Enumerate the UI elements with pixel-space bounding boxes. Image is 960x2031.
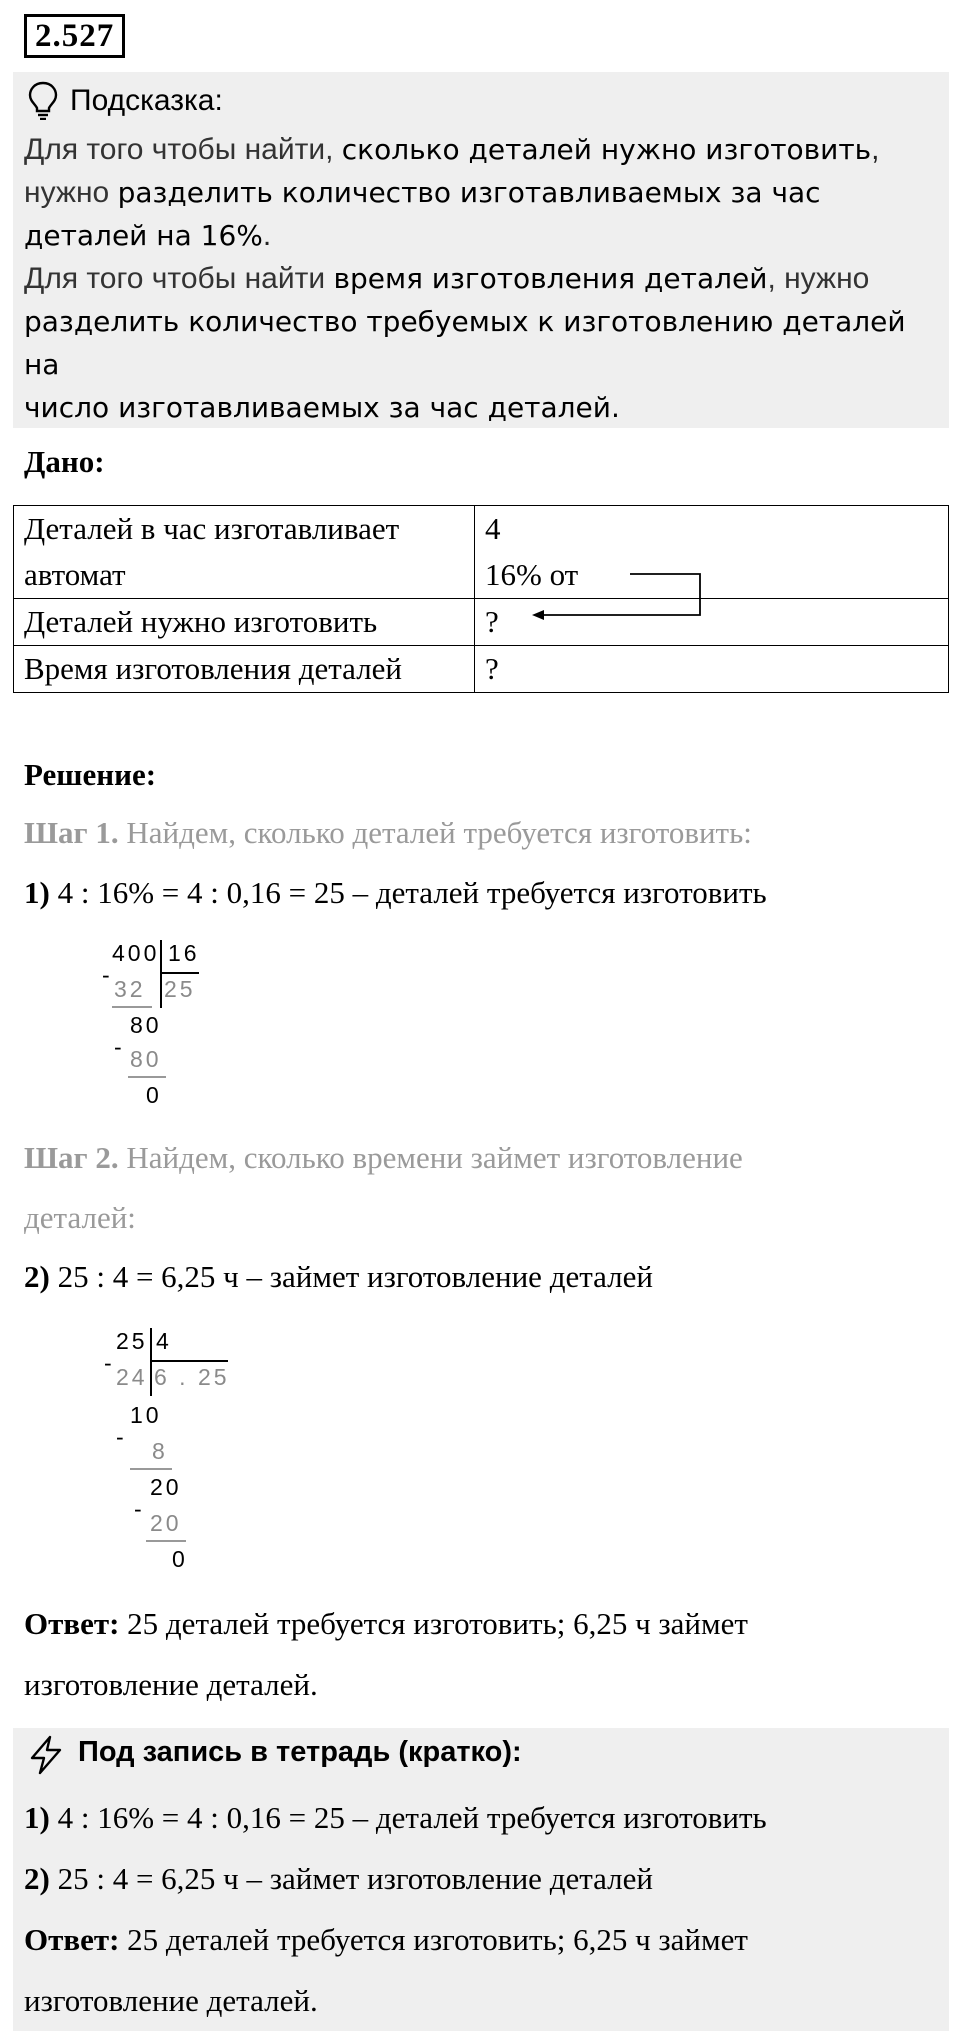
lightbulb-icon [26, 80, 60, 120]
hint-p1-a: Для того чтобы найти, [24, 133, 342, 166]
division-vertical-line [160, 940, 162, 1008]
step-1-text: Найдем, сколько деталей требуется изготовить: [118, 815, 752, 850]
division-remainder: 0 [172, 1546, 188, 1572]
division-dividend: 25 [116, 1328, 148, 1354]
given-cell-name: Деталей нужно изготовить [14, 599, 475, 646]
step-1 [24, 815, 752, 851]
given-value-line: 16% от [485, 557, 579, 592]
given-name-line: Деталей в час изготавливает [24, 511, 400, 546]
calc-1-text: 4 : 16% = 4 : 0,16 = 25 – деталей требуется изготовить [49, 875, 767, 910]
division-quotient: 6 . 25 [154, 1364, 230, 1390]
answer [24, 1606, 748, 1642]
calc-2-number: 2) [24, 1259, 50, 1294]
division-divisor: 16 [168, 940, 200, 966]
calc-2 [24, 1259, 653, 1295]
notebook-calc-2-number: 2) [24, 1861, 50, 1896]
division-dividend: 400 [112, 940, 160, 966]
given-table [13, 505, 949, 693]
given-row [14, 646, 949, 693]
step-2-label: Шаг 2. [24, 1140, 119, 1175]
notebook-answer [24, 1922, 748, 1958]
answer-label: Ответ: [24, 1606, 120, 1641]
division-remainder: 10 [130, 1402, 162, 1428]
division-underline [112, 1006, 152, 1008]
minus-sign: - [104, 1350, 115, 1376]
hint-p1-e: разделить количество изготавливаемых за час [117, 176, 821, 209]
division-horizontal-line [160, 972, 199, 974]
notebook-calc-1-number: 1) [24, 1800, 50, 1835]
hint-p2-c: , нужно [767, 262, 870, 295]
minus-sign: - [114, 1034, 125, 1060]
hint-p2-d: разделить количество требуемых к изготовлению деталей на [24, 305, 906, 381]
division-subtrahend: 80 [130, 1046, 162, 1072]
task-number: 2.527 [24, 14, 125, 58]
relation-arrow-icon [520, 560, 710, 620]
hint-title: Подсказка: [70, 84, 223, 117]
calc-1 [24, 875, 767, 911]
hint-p2-a: Для того чтобы найти [24, 262, 334, 295]
given-cell-value: ? [475, 646, 949, 693]
given-cell-name: Время изготовления деталей [14, 646, 475, 693]
hint-text [24, 128, 944, 429]
given-row [14, 506, 949, 599]
step-1-label: Шаг 1. [24, 815, 119, 850]
hint-p1-b: сколько деталей нужно изготовить [341, 133, 872, 166]
hint-p1-d: нужно [24, 176, 118, 209]
minus-sign: - [134, 1496, 145, 1522]
notebook-answer-text: 25 деталей требуется изготовить; 6,25 ч займет [119, 1922, 748, 1957]
given-cell-value: ? [475, 599, 949, 646]
calc-1-number: 1) [24, 875, 50, 910]
answer-text: 25 деталей требуется изготовить; 6,25 ч займет [119, 1606, 748, 1641]
solution-label: Решение: [24, 757, 157, 792]
step-2-continued: деталей: [24, 1200, 136, 1235]
long-division-2 [104, 1328, 244, 1578]
given-cell-name [14, 506, 475, 599]
given-label: Дано: [24, 444, 105, 479]
notebook-title: Под запись в тетрадь (кратко): [78, 1736, 522, 1768]
hint-p2-e: число изготавливаемых за час деталей. [24, 391, 620, 424]
minus-sign: - [102, 962, 113, 988]
hint-p1-g: . [262, 219, 272, 252]
division-subtrahend: 32 [114, 976, 146, 1002]
division-subtrahend: 8 [152, 1438, 168, 1464]
notebook-answer-label: Ответ: [24, 1922, 120, 1957]
given-row [14, 599, 949, 646]
step-2 [24, 1140, 743, 1176]
division-remainder: 20 [150, 1474, 182, 1500]
long-division-1 [100, 940, 230, 1110]
notebook-calc-1 [24, 1800, 767, 1836]
calc-2-text: 25 : 4 = 6,25 ч – займет изготовление деталей [49, 1259, 653, 1294]
minus-sign: - [116, 1424, 127, 1450]
hint-p1-f: деталей на 16% [24, 219, 263, 252]
given-name-line: автомат [24, 557, 126, 592]
division-horizontal-line [150, 1360, 228, 1362]
division-subtrahend: 20 [150, 1510, 182, 1536]
answer-continued: изготовление деталей. [24, 1667, 318, 1702]
division-subtrahend: 24 [116, 1364, 148, 1390]
division-underline [128, 1076, 166, 1078]
division-remainder: 0 [146, 1082, 162, 1108]
hint-p2-b: время изготовления деталей [333, 262, 768, 295]
lightning-icon [26, 1734, 66, 1776]
step-2-text: Найдем, сколько времени займет изготовление [118, 1140, 743, 1175]
notebook-answer-continued: изготовление деталей. [24, 1983, 318, 2018]
notebook-calc-2 [24, 1861, 653, 1897]
given-value-line: 4 [485, 511, 501, 546]
division-underline [130, 1468, 172, 1470]
division-remainder: 80 [130, 1012, 162, 1038]
division-divisor: 4 [156, 1328, 172, 1354]
hint-p1-c: , [871, 133, 880, 166]
division-quotient: 25 [164, 976, 196, 1002]
division-underline [146, 1540, 186, 1542]
notebook-calc-2-text: 25 : 4 = 6,25 ч – займет изготовление деталей [49, 1861, 653, 1896]
notebook-calc-1-text: 4 : 16% = 4 : 0,16 = 25 – деталей требуется изготовить [49, 1800, 767, 1835]
division-vertical-line [150, 1328, 152, 1396]
